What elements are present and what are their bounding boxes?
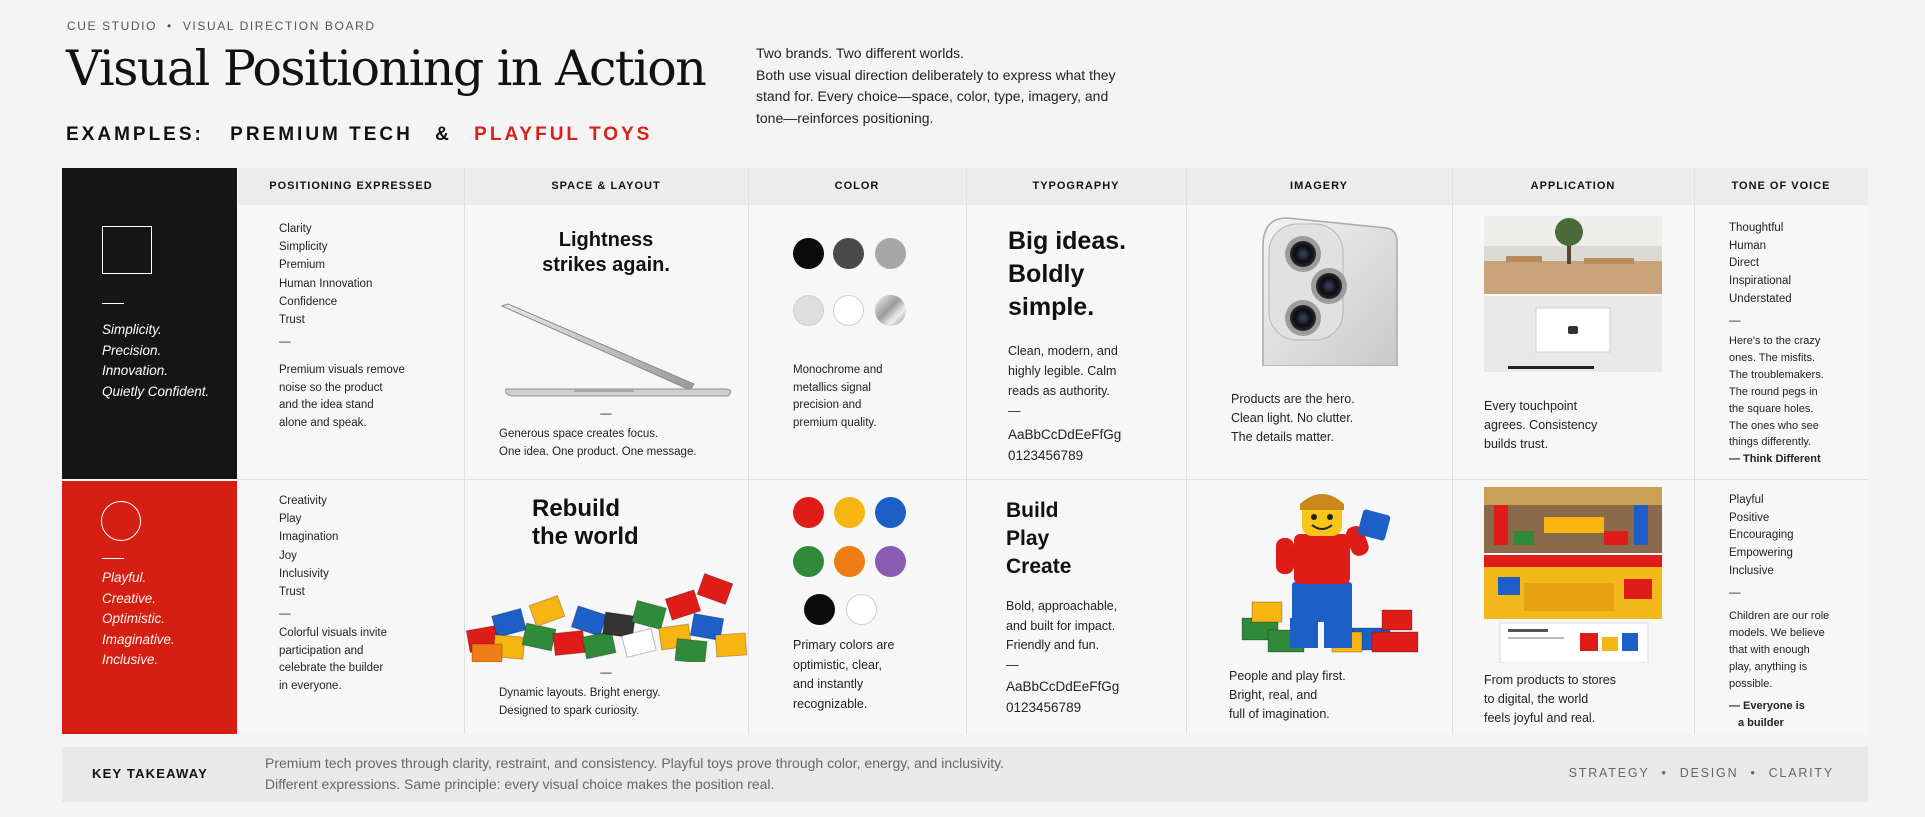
- premium-type-desc: [1008, 341, 1118, 421]
- desc-line: From products to stores: [1484, 673, 1616, 687]
- color-swatch: [793, 238, 824, 269]
- examples-label: EXAMPLES:: [66, 124, 204, 145]
- playful-tagline: [102, 568, 175, 671]
- quote-line: The round pegs in: [1729, 385, 1818, 398]
- list-item: Thoughtful: [1729, 222, 1784, 234]
- col-header-application: APPLICATION: [1530, 180, 1616, 192]
- list-item: Empowering: [1729, 547, 1793, 560]
- headline-line: Rebuild: [532, 495, 620, 522]
- quote-line: possible.: [1729, 678, 1773, 690]
- board-name: VISUAL DIRECTION BOARD: [182, 19, 376, 33]
- tagline-line: Playful.: [102, 570, 147, 585]
- desc-line: Primary colors are: [793, 638, 895, 652]
- desc-line: People and play first.: [1229, 669, 1346, 683]
- toy-bricks-image: [464, 570, 748, 662]
- desc-line: feels joyful and real.: [1484, 711, 1596, 725]
- divider: [748, 168, 749, 734]
- row-divider: [238, 479, 1868, 480]
- color-swatch: [875, 295, 906, 326]
- desc-line: Products are the hero.: [1231, 392, 1355, 406]
- minifigure-image: [1232, 490, 1432, 660]
- takeaway-line: Different expressions. Same principle: every visual choice makes the position real.: [265, 776, 775, 792]
- separator-dot: •: [167, 19, 173, 33]
- desc-line: precision and: [793, 399, 862, 411]
- desc-line: Clean, modern, and: [1008, 344, 1118, 358]
- list-item: Positive: [1729, 511, 1770, 524]
- quote-line: Children are our role: [1729, 610, 1830, 622]
- color-swatch: [875, 497, 906, 528]
- dash: —: [600, 408, 612, 420]
- col-header-color: COLOR: [834, 180, 880, 192]
- desc-line: Premium visuals remove: [279, 364, 405, 376]
- divider: [1186, 168, 1187, 734]
- premium-space-headline: [464, 228, 748, 278]
- desc-line: participation and: [279, 644, 364, 657]
- signature-line: a builder: [1738, 717, 1784, 729]
- separator-dot: •: [1750, 766, 1757, 780]
- takeaway-tags: [1569, 766, 1834, 780]
- premium-positioning-desc: [279, 362, 405, 432]
- playful-color-desc: [793, 636, 894, 714]
- desc-line: agrees. Consistency: [1484, 418, 1598, 432]
- ampersand: &: [435, 124, 452, 145]
- list-item: Playful: [1729, 494, 1764, 506]
- playful-tone-quote: [1729, 608, 1829, 732]
- list-item: Trust: [279, 314, 305, 327]
- headline-line: the world: [532, 523, 639, 550]
- divider: [966, 168, 967, 734]
- dash: —: [600, 667, 612, 679]
- premium-type-headline: [1008, 225, 1126, 324]
- premium-positioning-list: [279, 220, 372, 351]
- studio-name: CUE STUDIO: [67, 19, 158, 33]
- quote-line: things differently.: [1729, 436, 1812, 449]
- intro-line-2: Both use visual direction deliberately to express what they stand for. Every choice—space, color, type, imagery, and tone—reinforces positioning.: [756, 66, 1116, 126]
- list-item: Creativity: [279, 495, 327, 507]
- quote-line: the square holes.: [1729, 402, 1814, 415]
- desc-line: The details matter.: [1231, 430, 1334, 444]
- desc-line: Designed to spark curiosity.: [499, 704, 640, 717]
- list-item: Confidence: [279, 295, 338, 308]
- desc-line: celebrate the builder: [279, 662, 384, 674]
- examples-line: [66, 124, 652, 146]
- playful-space-headline: [532, 495, 639, 551]
- headline-line: Big ideas.: [1008, 227, 1127, 255]
- takeaway-line: Premium tech proves through clarity, restraint, and consistency. Playful toys prove through color, energy, and inclusivity.: [265, 755, 1004, 771]
- color-swatch: [834, 497, 865, 528]
- quote-line: Here's to the crazy: [1729, 335, 1821, 347]
- color-swatch: [846, 594, 877, 625]
- premium-color-desc: [793, 362, 883, 432]
- premium-application-desc: [1484, 397, 1597, 454]
- headline-line: strikes again.: [542, 254, 670, 276]
- color-swatch: [793, 497, 824, 528]
- tag-strategy: STRATEGY: [1568, 766, 1650, 780]
- dash: —: [279, 336, 291, 349]
- tag-clarity: CLARITY: [1768, 766, 1834, 780]
- playful-tone-list: [1729, 492, 1794, 602]
- desc-line: in everyone.: [279, 679, 342, 692]
- divider: [1452, 168, 1453, 734]
- dash: —: [279, 608, 291, 621]
- sample-line: AaBbCcDdEeFfGg: [1006, 679, 1120, 694]
- tagline-line: Imaginative.: [102, 631, 175, 647]
- playful-type-headline: [1006, 497, 1071, 581]
- dash-line: [102, 303, 124, 304]
- key-takeaway-bar: [62, 747, 1868, 802]
- tagline-line: Simplicity.: [102, 322, 162, 337]
- desc-line: Dynamic layouts. Bright energy.: [499, 687, 661, 699]
- desc-line: premium quality.: [793, 416, 877, 429]
- intro-line-1: Two brands. Two different worlds.: [756, 45, 965, 61]
- dash: —: [1729, 586, 1741, 599]
- separator-dot: •: [1661, 766, 1668, 780]
- color-swatch: [875, 546, 906, 577]
- signature: — Think Different: [1729, 453, 1821, 466]
- col-header-space: SPACE & LAYOUT: [551, 180, 661, 192]
- list-item: Simplicity: [279, 241, 328, 254]
- laptop-image: [494, 298, 764, 403]
- sample-line: AaBbCcDdEeFfGg: [1008, 427, 1122, 442]
- desc-line: to digital, the world: [1484, 692, 1589, 706]
- playful-space-desc: [499, 685, 661, 720]
- color-swatch: [804, 594, 835, 625]
- desc-line: highly legible. Calm: [1008, 364, 1117, 378]
- col-header-positioning: POSITIONING EXPRESSED: [269, 180, 433, 192]
- headline-line: simple.: [1008, 293, 1095, 321]
- circle-icon: [101, 501, 141, 541]
- quote-line: ones. The misfits.: [1729, 351, 1815, 364]
- playful-positioning-list: [279, 492, 338, 623]
- col-header-tone: TONE OF VOICE: [1731, 180, 1831, 192]
- headline-line: Lightness: [558, 229, 654, 251]
- desc-line: builds trust.: [1484, 437, 1548, 451]
- desc-line: Bold, approachable,: [1006, 599, 1118, 613]
- toy-store-image: [1484, 487, 1662, 663]
- desc-line: reads as authority.: [1008, 384, 1110, 398]
- headline-line: Build: [1006, 499, 1059, 522]
- list-item: Joy: [279, 549, 297, 562]
- premium-tone-quote: [1729, 333, 1824, 468]
- divider: [1694, 168, 1695, 734]
- list-item: Inclusivity: [279, 567, 329, 580]
- desc-line: and the idea stand: [279, 399, 374, 411]
- list-item: Inclusive: [1729, 564, 1774, 577]
- tagline-line: Optimistic.: [102, 611, 166, 626]
- playful-imagery-desc: [1229, 667, 1346, 724]
- desc-line: and instantly: [793, 677, 864, 691]
- premium-space-desc: [499, 426, 697, 461]
- quote-line: that with enough: [1729, 644, 1810, 656]
- color-swatch: [833, 238, 864, 269]
- list-item: Human Innovation: [279, 277, 373, 290]
- desc-line: One idea. One product. One message.: [499, 445, 697, 458]
- playful-type-sample: [1006, 676, 1119, 718]
- desc-line: noise so the product: [279, 381, 383, 394]
- takeaway-label: KEY TAKEAWAY: [92, 766, 209, 781]
- desc-line: Monochrome and: [793, 364, 883, 376]
- list-item: Human: [1729, 239, 1767, 252]
- sample-line: 0123456789: [1008, 448, 1084, 463]
- quote-line: play, anything is: [1729, 661, 1808, 673]
- desc-line: Every touchpoint: [1484, 399, 1578, 413]
- list-item: Clarity: [279, 223, 312, 235]
- col-header-imagery: IMAGERY: [1290, 180, 1348, 192]
- dash: —: [1008, 404, 1021, 418]
- sample-line: 0123456789: [1006, 700, 1082, 715]
- premium-tagline: [102, 320, 209, 402]
- comparison-board: [62, 168, 1868, 734]
- smartphone-image: [1257, 216, 1399, 366]
- tagline-line: Quietly Confident.: [102, 383, 210, 399]
- headline-line: Create: [1006, 555, 1072, 578]
- example-playful: PLAYFUL TOYS: [474, 124, 653, 145]
- desc-line: full of imagination.: [1229, 707, 1330, 721]
- desc-line: recognizable.: [793, 696, 868, 711]
- premium-brand-panel: [62, 168, 237, 479]
- color-swatch: [834, 546, 865, 577]
- signature-line: — Everyone is: [1729, 700, 1805, 712]
- headline-line: Play: [1006, 527, 1050, 550]
- col-header-typography: TYPOGRAPHY: [1032, 180, 1120, 192]
- desc-line: Clean light. No clutter.: [1231, 411, 1354, 425]
- desc-line: alone and speak.: [279, 416, 367, 429]
- list-item: Play: [279, 513, 302, 526]
- quote-line: The troublemakers.: [1729, 368, 1824, 381]
- desc-line: optimistic, clear,: [793, 657, 882, 672]
- desc-line: metallics signal: [793, 381, 871, 394]
- tagline-line: Precision.: [102, 342, 162, 358]
- quote-line: models. We believe: [1729, 627, 1825, 639]
- desc-line: Generous space creates focus.: [499, 428, 659, 440]
- intro-text: [756, 43, 1126, 129]
- playful-positioning-desc: [279, 625, 387, 695]
- square-icon: [102, 226, 152, 274]
- premium-tone-list: [1729, 220, 1792, 330]
- list-item: Inspirational: [1729, 275, 1792, 288]
- color-swatch: [875, 238, 906, 269]
- playful-application-desc: [1484, 671, 1616, 728]
- eyebrow: [67, 19, 376, 33]
- desc-line: Colorful visuals invite: [279, 627, 388, 639]
- premium-type-sample: [1008, 424, 1121, 466]
- desc-line: Friendly and fun.: [1006, 638, 1100, 652]
- desc-line: and built for impact.: [1006, 618, 1116, 633]
- dash: —: [1006, 657, 1019, 672]
- desc-line: Bright, real, and: [1229, 688, 1318, 702]
- color-swatch: [793, 546, 824, 577]
- list-item: Trust: [279, 586, 305, 599]
- quote-line: The ones who see: [1729, 419, 1819, 432]
- list-item: Encouraging: [1729, 529, 1794, 542]
- playful-type-desc: [1006, 597, 1117, 675]
- tagline-line: Creative.: [102, 590, 157, 606]
- color-swatch: [833, 295, 864, 326]
- dash-line: [102, 558, 124, 559]
- page-title: Visual Positioning in Action: [66, 40, 706, 97]
- list-item: Imagination: [279, 531, 339, 544]
- list-item: Premium: [279, 259, 326, 272]
- tag-design: DESIGN: [1679, 766, 1739, 780]
- retail-store-image: [1484, 216, 1662, 372]
- example-premium: PREMIUM TECH: [230, 124, 413, 145]
- color-swatch: [793, 295, 824, 326]
- tagline-line: Innovation.: [102, 363, 169, 378]
- dash: —: [1729, 314, 1741, 327]
- takeaway-text: [265, 753, 1004, 795]
- list-item: Understated: [1729, 292, 1792, 305]
- tagline-line: Inclusive.: [102, 652, 159, 667]
- headline-line: Boldly: [1008, 260, 1085, 288]
- list-item: Direct: [1729, 257, 1760, 270]
- premium-imagery-desc: [1231, 390, 1355, 447]
- playful-brand-panel: [62, 481, 237, 734]
